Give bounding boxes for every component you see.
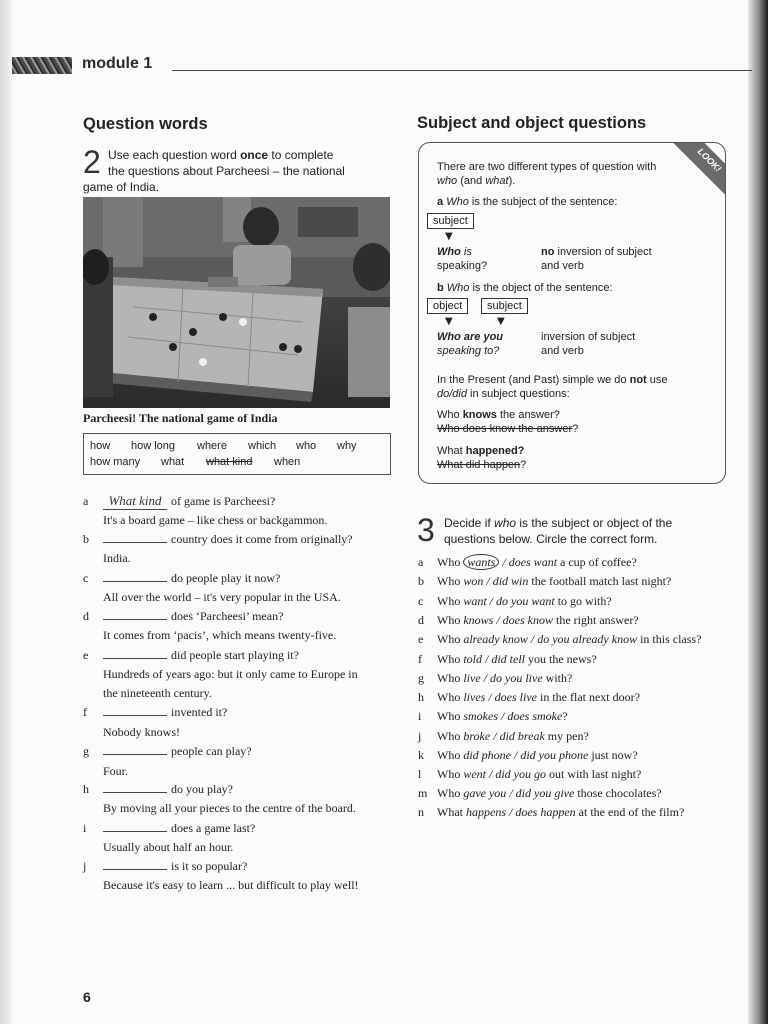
option-2[interactable]: did win bbox=[492, 574, 529, 588]
item-prefix: Who bbox=[437, 555, 464, 569]
answer-blank-j[interactable] bbox=[103, 858, 167, 870]
exercise-2-instruction-line2: the questions about Parcheesi – the national bbox=[108, 164, 345, 178]
word-what-kind-struck: what kind bbox=[206, 456, 253, 468]
item-suffix: at the end of the film? bbox=[575, 805, 685, 819]
question-letter: e bbox=[83, 648, 89, 662]
exercise-3-instruction-line2: questions below. Circle the correct form. bbox=[444, 532, 658, 546]
look-note-a-line2: and verb bbox=[541, 260, 584, 272]
option-separator: / bbox=[506, 805, 516, 819]
option-2[interactable]: did break bbox=[499, 729, 545, 743]
item-prefix: Who bbox=[437, 613, 464, 627]
option-separator: / bbox=[527, 632, 538, 646]
item-letter: b bbox=[418, 574, 424, 588]
answer-blank-i[interactable] bbox=[103, 820, 167, 832]
option-1[interactable]: live bbox=[463, 671, 481, 685]
word-which: which bbox=[248, 440, 277, 452]
option-separator: / bbox=[482, 652, 492, 666]
item-prefix: What bbox=[437, 805, 466, 819]
look-rule-a: a Who is the subject of the sentence: bbox=[437, 196, 618, 208]
item-letter: n bbox=[418, 805, 424, 819]
exercise-2-instruction-line1: Use each question word once to complete bbox=[108, 148, 334, 162]
option-separator: / bbox=[499, 555, 509, 569]
option-2[interactable]: did you go bbox=[495, 767, 547, 781]
question-text: people can play? bbox=[171, 744, 252, 758]
answer-blank-f[interactable] bbox=[103, 704, 167, 716]
item-letter: l bbox=[418, 767, 422, 781]
answer-a: What kind bbox=[103, 493, 167, 510]
option-separator: / bbox=[498, 709, 508, 723]
option-1[interactable]: went bbox=[463, 767, 486, 781]
question-text: of game is Parcheesi? bbox=[171, 494, 276, 508]
word-when: when bbox=[274, 456, 301, 468]
item-prefix: Who bbox=[437, 632, 464, 646]
option-does-want[interactable]: does want bbox=[508, 555, 558, 569]
answer-blank-c[interactable] bbox=[103, 570, 167, 582]
item-suffix: in the flat next door? bbox=[537, 690, 640, 704]
look-present-line2: do/did in subject questions: bbox=[437, 388, 570, 400]
question-letter: f bbox=[83, 705, 87, 719]
item-letter: i bbox=[418, 709, 422, 723]
option-separator: / bbox=[485, 690, 495, 704]
page-left-edge bbox=[0, 0, 12, 1024]
item-prefix: Who bbox=[437, 652, 464, 666]
word-where: where bbox=[197, 440, 227, 452]
option-separator: / bbox=[483, 574, 493, 588]
item-letter: g bbox=[418, 671, 424, 685]
reply-d: It comes from ‘pacis’, which means twenty-five. bbox=[103, 628, 337, 642]
module-title: module 1 bbox=[82, 55, 153, 72]
look-note-b-line2: and verb bbox=[541, 345, 584, 357]
item-suffix: to go with? bbox=[554, 594, 612, 608]
section-title-question-words: Question words bbox=[83, 115, 208, 133]
option-1[interactable]: did phone bbox=[463, 748, 511, 762]
item-letter: f bbox=[418, 652, 422, 666]
option-separator: / bbox=[480, 671, 490, 685]
option-1[interactable]: smokes bbox=[463, 709, 498, 723]
section-title-subject-object: Subject and object questions bbox=[417, 114, 647, 132]
look-rule-b: b Who is the object of the sentence: bbox=[437, 282, 613, 294]
label-subject-a: subject bbox=[427, 213, 474, 229]
item-letter: e bbox=[418, 632, 424, 646]
answer-blank-d[interactable] bbox=[103, 608, 167, 620]
item-suffix: out with last night? bbox=[546, 767, 642, 781]
option-separator: / bbox=[506, 786, 516, 800]
question-text: did people start playing it? bbox=[171, 648, 299, 662]
item-suffix: in this class? bbox=[637, 632, 702, 646]
option-1[interactable]: gave you bbox=[463, 786, 507, 800]
question-letter: j bbox=[83, 859, 87, 873]
exercise-3-instruction-line1: Decide if who is the subject or object of the bbox=[444, 516, 673, 530]
look-example-knows: Who knows the answer? bbox=[437, 409, 560, 421]
question-text: is it so popular? bbox=[171, 859, 248, 873]
look-example-a-line2: speaking? bbox=[437, 260, 488, 272]
reply-e: Hundreds of years ago: but it only came to Europe in bbox=[103, 667, 358, 681]
word-how-long: how long bbox=[131, 440, 176, 452]
option-2[interactable]: do you already know bbox=[537, 632, 638, 646]
item-prefix: Who bbox=[437, 748, 464, 762]
answer-blank-e[interactable] bbox=[103, 647, 167, 659]
look-note-b-line1: inversion of subject bbox=[541, 331, 636, 343]
item-letter: c bbox=[418, 594, 424, 608]
label-subject-b: subject bbox=[481, 298, 528, 314]
look-grammar-box bbox=[418, 142, 726, 484]
header-rule bbox=[172, 70, 752, 71]
reply-e-line2: the nineteenth century. bbox=[103, 686, 212, 700]
look-intro-line1: There are two different types of question with bbox=[437, 161, 657, 173]
item-prefix: Who bbox=[437, 574, 464, 588]
answer-blank-h[interactable] bbox=[103, 781, 167, 793]
question-text: do you play? bbox=[171, 782, 233, 796]
label-object-b: object bbox=[427, 298, 468, 314]
question-word-box bbox=[83, 433, 391, 475]
item-prefix: Who bbox=[437, 709, 464, 723]
look-example-b-line2: speaking to? bbox=[437, 345, 500, 357]
question-letter: b bbox=[83, 532, 89, 546]
module-banner-graphic bbox=[12, 57, 72, 74]
question-letter: c bbox=[83, 571, 89, 585]
item-letter: d bbox=[418, 613, 424, 627]
item-suffix: you the news? bbox=[525, 652, 597, 666]
page-binding-shadow bbox=[748, 0, 768, 1024]
item-suffix: my pen? bbox=[544, 729, 589, 743]
item-suffix: just now? bbox=[588, 748, 638, 762]
option-separator: / bbox=[493, 613, 503, 627]
look-example-happened: What happened? bbox=[437, 445, 525, 457]
item-prefix: Who bbox=[437, 786, 464, 800]
item-prefix: Who bbox=[437, 729, 464, 743]
option-2[interactable]: do you want bbox=[496, 594, 555, 608]
item-prefix: Who bbox=[437, 767, 464, 781]
option-1[interactable]: won bbox=[463, 574, 484, 588]
look-example-happened-wrong: What did happen? bbox=[437, 459, 527, 471]
item-letter: a bbox=[418, 555, 424, 569]
reply-i: Usually about half an hour. bbox=[103, 840, 234, 854]
question-text: country does it come from originally? bbox=[171, 532, 353, 546]
option-separator: / bbox=[486, 594, 497, 608]
option-1[interactable]: want bbox=[463, 594, 487, 608]
look-intro-line2: who (and what). bbox=[437, 175, 516, 187]
item-letter: k bbox=[418, 748, 424, 762]
option-separator: / bbox=[490, 729, 500, 743]
item-suffix: those chocolates? bbox=[574, 786, 662, 800]
item-letter: h bbox=[418, 690, 424, 704]
photo-caption: Parcheesi! The national game of India bbox=[83, 411, 278, 425]
down-arrow-icon: ▼ bbox=[445, 316, 453, 327]
parcheesi-photo bbox=[83, 197, 390, 408]
reply-b: India. bbox=[103, 551, 131, 565]
look-present-line1: In the Present (and Past) simple we do not use bbox=[437, 374, 668, 386]
question-letter: h bbox=[83, 782, 89, 796]
question-text: does ‘Parcheesi’ mean? bbox=[171, 609, 284, 623]
word-who: who bbox=[296, 440, 317, 452]
option-2[interactable]: does smoke bbox=[507, 709, 563, 723]
look-example-b-line1: Who are you bbox=[437, 331, 504, 343]
answer-blank-g[interactable] bbox=[103, 743, 167, 755]
down-arrow-icon: ▼ bbox=[445, 231, 453, 242]
option-2[interactable]: does know bbox=[502, 613, 553, 627]
question-text: invented it? bbox=[171, 705, 228, 719]
reply-f: Nobody knows! bbox=[103, 725, 180, 739]
reply-a: It's a board game – like chess or backgammon. bbox=[103, 513, 328, 527]
option-2[interactable]: does live bbox=[494, 690, 537, 704]
item-suffix: the football match last night? bbox=[528, 574, 672, 588]
item-suffix: a cup of coffee? bbox=[557, 555, 637, 569]
option-2[interactable]: do you live bbox=[490, 671, 543, 685]
reply-g: Four. bbox=[103, 764, 129, 778]
option-2[interactable]: did you phone bbox=[520, 748, 589, 762]
option-1[interactable]: told bbox=[463, 652, 482, 666]
word-how: how bbox=[90, 440, 111, 452]
option-2[interactable]: did you give bbox=[515, 786, 575, 800]
reply-j: Because it's easy to learn ... but difficult to play well! bbox=[103, 878, 359, 892]
question-letter: d bbox=[83, 609, 89, 623]
word-how-many: how many bbox=[90, 456, 141, 468]
option-2[interactable]: did tell bbox=[491, 652, 526, 666]
reply-c: All over the world – it's very popular in the USA. bbox=[103, 590, 341, 604]
item-prefix: Who bbox=[437, 594, 464, 608]
item-suffix: ? bbox=[562, 709, 568, 723]
answer-blank-b[interactable] bbox=[103, 531, 167, 543]
item-letter: j bbox=[418, 729, 422, 743]
question-text: do people play it now? bbox=[171, 571, 281, 585]
option-1[interactable]: knows bbox=[463, 613, 494, 627]
question-letter: g bbox=[83, 744, 89, 758]
page-number: 6 bbox=[83, 989, 91, 1005]
word-what: what bbox=[161, 456, 185, 468]
option-separator: / bbox=[511, 748, 521, 762]
item-letter: m bbox=[418, 786, 428, 800]
word-why: why bbox=[337, 440, 357, 452]
down-arrow-icon: ▼ bbox=[497, 316, 505, 327]
exercise-number-2: 2 bbox=[83, 144, 101, 180]
option-wants-circled[interactable]: wants bbox=[463, 554, 499, 570]
look-example-knows-wrong: Who does know the answer? bbox=[437, 423, 579, 435]
option-2[interactable]: does happen bbox=[515, 805, 576, 819]
option-1[interactable]: lives bbox=[463, 690, 486, 704]
look-flag-label: LOOK! bbox=[695, 146, 724, 174]
parcheesi-photo-illustration bbox=[83, 197, 390, 408]
item-suffix: the right answer? bbox=[553, 613, 639, 627]
item-prefix: Who bbox=[437, 671, 464, 685]
look-example-a-line1: Who is bbox=[437, 246, 472, 258]
option-separator: / bbox=[486, 767, 496, 781]
reply-h: By moving all your pieces to the centre of the board. bbox=[103, 801, 356, 815]
option-1[interactable]: already know bbox=[463, 632, 528, 646]
exercise-number-3: 3 bbox=[417, 512, 435, 548]
question-letter: a bbox=[83, 494, 89, 508]
option-1[interactable]: broke bbox=[463, 729, 491, 743]
item-suffix: with? bbox=[542, 671, 573, 685]
look-note-a-line1: no inversion of subject bbox=[541, 246, 652, 258]
question-text: does a game last? bbox=[171, 821, 256, 835]
question-letter: i bbox=[83, 821, 87, 835]
item-prefix: Who bbox=[437, 690, 464, 704]
option-1[interactable]: happens bbox=[466, 805, 506, 819]
exercise-2-instruction-line3: game of India. bbox=[83, 180, 160, 194]
